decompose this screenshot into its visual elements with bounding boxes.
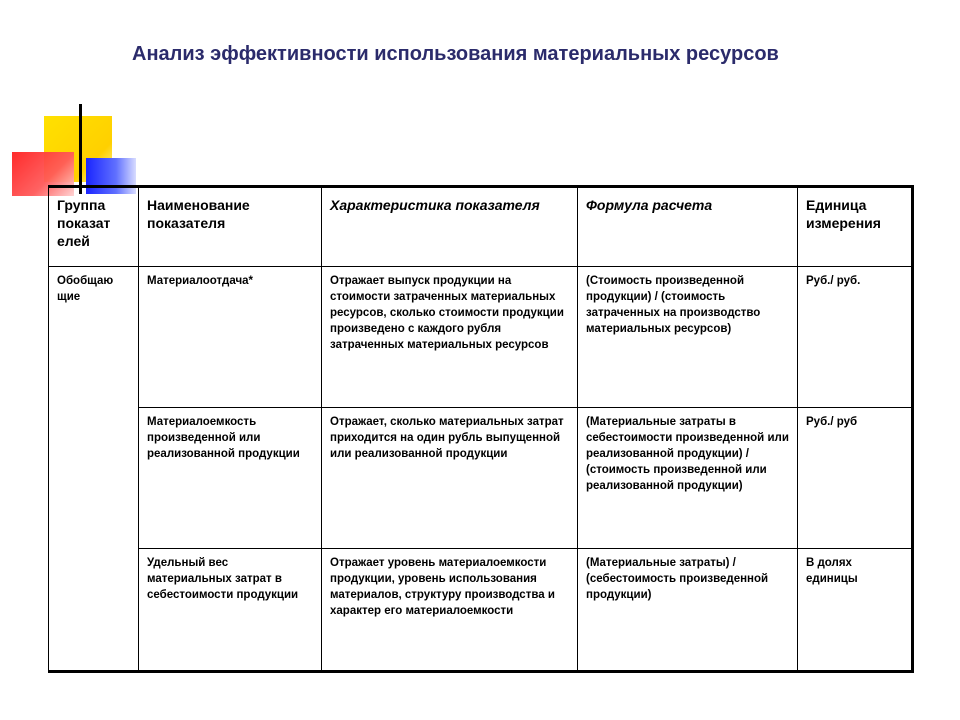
cell-formula: (Материальные затраты) / (себестоимость произведенной продукции): [578, 549, 798, 672]
header-group: Группа показат елей: [49, 187, 139, 267]
cell-name: Материалоотдача*: [139, 267, 322, 408]
cell-name: Материалоемкость произведенной или реализованной продукции: [139, 408, 322, 549]
header-formula: Формула расчета: [578, 187, 798, 267]
cell-name: Удельный вес материальных затрат в себестоимости продукции: [139, 549, 322, 672]
table-row: [49, 267, 913, 408]
cell-unit: В долях единицы: [798, 549, 913, 672]
header-name: Наименование показателя: [139, 187, 322, 267]
cell-group: [49, 408, 139, 549]
slide-title: Анализ эффективности использования материальных ресурсов: [132, 43, 779, 65]
table-row: [49, 549, 913, 672]
cell-group: [49, 549, 139, 672]
cell-formula: (Материальные затраты в себестоимости произведенной или реализованной продукции) / (стоимость произведенной или реализованной продукции): [578, 408, 798, 549]
decor-vertical-line: [79, 104, 82, 194]
cell-characteristic: Отражает, сколько материальных затрат приходится на один рубль выпущенной или реализованной продукции: [322, 408, 578, 549]
table-row: [49, 408, 913, 549]
cell-group: Обобщаю щие: [49, 267, 139, 408]
header-unit: Единица измерения: [798, 187, 913, 267]
cell-unit: Руб./ руб.: [798, 267, 913, 408]
header-characteristic: Характеристика показателя: [322, 187, 578, 267]
cell-unit: Руб./ руб: [798, 408, 913, 549]
cell-formula: (Стоимость произведенной продукции) / (стоимость затраченных на производство материальных ресурсов): [578, 267, 798, 408]
cell-characteristic: Отражает уровень материалоемкости продукции, уровень использования материалов, структуру производства и характер его материалоемкости: [322, 549, 578, 672]
indicators-table: [48, 185, 914, 673]
table-header-row: [49, 187, 913, 267]
cell-characteristic: Отражает выпуск продукции на стоимости затраченных материальных ресурсов, сколько стоимости продукции произведено с каждого рубля затраченных материальных ресурсов: [322, 267, 578, 408]
